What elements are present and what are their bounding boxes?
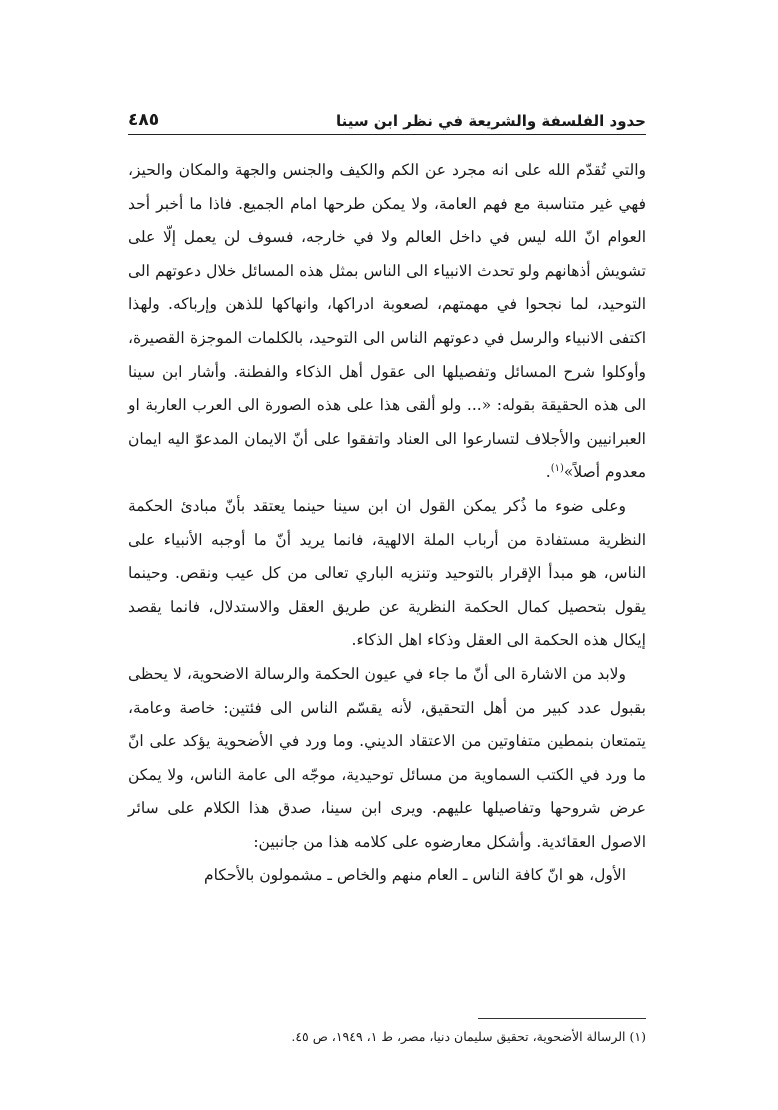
body-text xyxy=(128,154,646,893)
paragraph-1-text: والتي تُقدّم الله على انه مجرد عن الكم والكيف والجنس والجهة والمكان والحيز، فهي غير متناسبة مع فهم العامة، ولا يمكن طرحها امام الجميع. فاذا ما أخبر أحد العوام انّ الله ليس في داخل العالم ولا في خارجه، فسوف لن يعمل إلّا على تشويش أذهانهم ولو تحدث الانبياء الى الناس بمثل هذه المسائل خلال دعوتهم الى التوحيد، لما نجحوا في مهمتهم، لصعوبة ادراكها، وانهاكها للذهن وإرباكه. ولهذا اكتفى الانبياء والرسل في دعوتهم الناس الى التوحيد، بالكلمات الموجزة القصيرة، وأوكلوا شرح المسائل وتفصيلها الى عقول أهل الذكاء والفطنة. وأشار ابن سينا الى هذه الحقيقة بقوله: «... ولو ألقى هذا على هذه الصورة الى العرب العاربة او العبرانيين والأجلاف لتسارعوا الى العناد واتفقوا على أنّ الايمان المدعوّ اليه ايمان معدوم أصلاً» xyxy=(128,161,646,482)
header-title: حدود الفلسفة والشريعة في نظر ابن سينا xyxy=(335,112,646,130)
page-number: ٤٨٥ xyxy=(128,110,160,130)
footnote-reference: (١) xyxy=(550,463,564,475)
footnote-divider xyxy=(478,1018,646,1019)
paragraph-1 xyxy=(128,154,646,490)
paragraph-1-end: . xyxy=(545,463,551,482)
running-header xyxy=(128,100,646,135)
footnote: (١) الرسالة الأضحوية، تحقيق سليمان دنيا، مصر، ط ١، ١٩٤٩، ص ٤٥. xyxy=(291,1029,646,1044)
paragraph-3: ولابد من الاشارة الى أنّ ما جاء في عيون الحكمة والرسالة الاضحوية، لا يحظى بقبول عدد كبير من أهل التحقيق، لأنه يقسّم الناس الى فئتين: خاصة وعامة، يتمتعان بنمطين متفاوتين من الاعتقاد الديني. وما ورد في الأضحوية يؤكد على انّ ما ورد في الكتب السماوية من مسائل توحيدية، موجّه الى عامة الناس، ولا يمكن عرض شروحها وتفاصيلها عليهم. ويرى ابن سينا، صدق هذا الكلام على سائر الاصول العقائدية. وأشكل معارضوه على كلامه هذا من جانبين: xyxy=(128,664,646,851)
paragraph-4: الأول، هو انّ كافة الناس ـ العام منهم والخاص ـ مشمولون بالأحكام xyxy=(203,866,626,885)
paragraph-2: وعلى ضوء ما ذُكر يمكن القول ان ابن سينا حينما يعتقد بأنّ مبادئ الحكمة النظرية مستفادة من أرباب الملة الالهية، فانما يريد أنّ ما أوجبه الأنبياء على الناس، هو مبدأ الإقرار بالتوحيد وتنزيه الباري تعالى من كل عيب ونقص. وحينما يقول بتحصيل كمال الحكمة النظرية عن طريق العقل والاستدلال، فانما يقصد إيكال هذه الحكمة الى العقل وذكاء اهل الذكاء. xyxy=(128,496,646,650)
